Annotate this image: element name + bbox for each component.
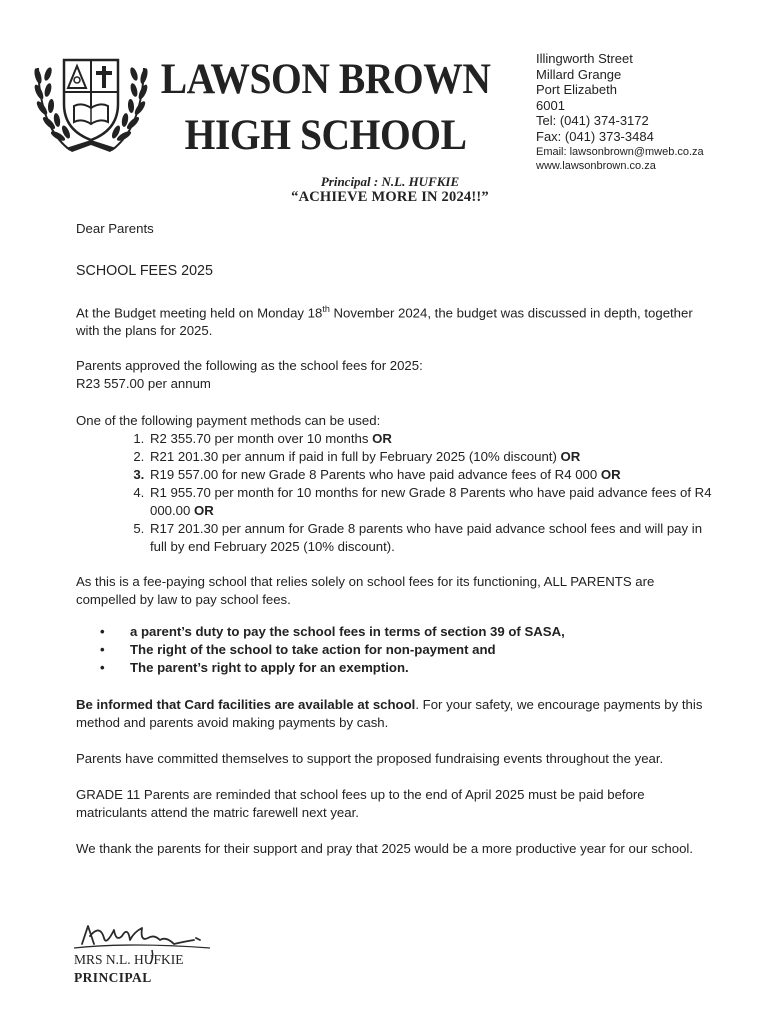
budget-text-start: At the Budget meeting held on Monday 18 <box>76 305 323 321</box>
address-line: Illingworth Street <box>536 51 633 66</box>
method-or: OR <box>560 449 581 465</box>
payment-method-item <box>148 466 716 484</box>
method-or: OR <box>194 503 214 519</box>
duty-item: • a parent’s duty to pay the school fees in terms of section 39 of SASA, <box>130 623 716 641</box>
postal-code: 6001 <box>536 97 565 113</box>
letter-body <box>76 220 716 858</box>
signatory-title: PRINCIPAL <box>74 970 152 985</box>
budget-text-end: November 2024, the budget was discussed in depth, together with the plans for 2025. <box>76 305 693 339</box>
method-text: R2 355.70 per month over 10 months <box>150 431 373 447</box>
methods-intro: One of the following payment methods can be used: <box>76 413 381 429</box>
approved-intro: Parents approved the following as the school fees for 2025: <box>76 358 423 374</box>
payment-method-item <box>148 484 716 520</box>
duties-list <box>76 623 716 677</box>
payment-method-item <box>148 448 716 466</box>
school-name <box>160 52 491 164</box>
address-line: Port Elizabeth <box>536 82 617 98</box>
method-text: R21 201.30 per annum if paid in full by February 2025 (10% discount) <box>150 449 561 465</box>
payment-methods-list <box>76 430 716 556</box>
salutation: Dear Parents <box>76 221 154 236</box>
telephone: Tel: (041) 374-3172 <box>536 113 649 129</box>
school-crest-logo <box>30 48 152 158</box>
signatory-name: MRS N.L. HUFKIE <box>74 952 184 967</box>
method-text: R19 557.00 for new Grade 8 Parents who have paid advance fees of R4 000 <box>150 467 601 483</box>
annual-fee: R23 557.00 per annum <box>76 376 211 392</box>
fundraising-paragraph: Parents have committed themselves to support the proposed fundraising events throughout the year. <box>76 751 664 767</box>
payment-method-item <box>148 430 716 448</box>
card-facilities-text: . For your safety, we encourage payments by this method and parents avoid making payments by cash. <box>76 697 703 731</box>
card-facilities-bold: Be informed that Card facilities are available at school <box>76 697 416 713</box>
school-motto: “ACHIEVE MORE IN 2024!!” <box>291 189 489 205</box>
budget-paragraph <box>76 300 716 340</box>
law-paragraph: As this is a fee-paying school that relies solely on school fees for its functioning, ALL PARENTS are compelled by law to pay school fees. <box>76 574 655 608</box>
duty-item: • The right of the school to take action for non-payment and <box>130 641 716 659</box>
email: Email: lawsonbrown@mweb.co.za <box>536 145 704 158</box>
letter-subject: SCHOOL FEES 2025 <box>76 263 213 279</box>
principal-line: Principal : N.L. HUFKIE <box>320 174 460 189</box>
method-or: OR <box>372 431 392 447</box>
website: www.lawsonbrown.co.za <box>536 159 656 172</box>
grade11-paragraph: GRADE 11 Parents are reminded that school fees up to the end of April 2025 must be paid before matriculants attend the matric farewell next year. <box>76 787 645 821</box>
contact-details <box>536 51 756 173</box>
duty-item: • The parent’s right to apply for an exemption. <box>130 659 716 677</box>
fax: Fax: (041) 373-3484 <box>536 128 654 144</box>
school-name-line2: HIGH SCHOOL <box>184 112 467 159</box>
card-facilities-paragraph <box>76 696 716 732</box>
school-name-line1: LAWSON BROWN <box>160 56 491 103</box>
method-text: R17 201.30 per annum for Grade 8 parents who have paid advance school fees and will pay in full by end February 2025 (10% discount). <box>150 521 703 555</box>
payment-method-item <box>148 520 716 556</box>
thanks-paragraph: We thank the parents for their support and pray that 2025 would be a more productive year for our school. <box>76 841 693 857</box>
method-or: OR <box>600 467 621 483</box>
method-text: R1 955.70 per month for 10 months for new Grade 8 Parents who have paid advance fees of R4 000.00 <box>150 485 712 519</box>
address-line: Millard Grange <box>536 66 622 82</box>
date-superscript: th <box>322 304 330 314</box>
